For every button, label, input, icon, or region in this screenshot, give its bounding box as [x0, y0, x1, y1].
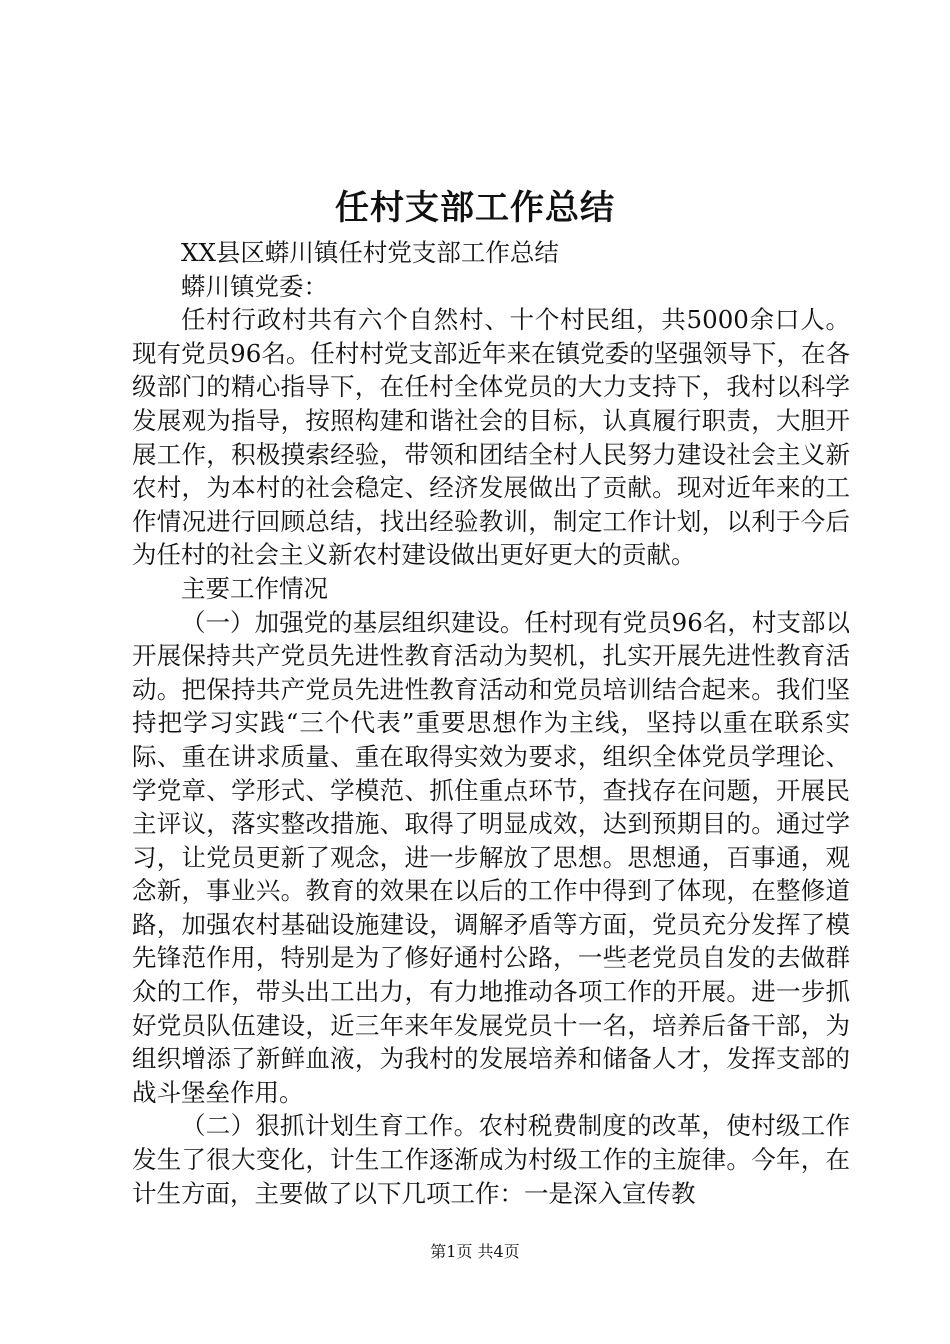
report-heading: XX县区蟒川镇任村党支部工作总结 — [181, 238, 559, 267]
paragraph-family-planning: （二）狠抓计划生育工作。农村税费制度的改革，使村级工作发生了很大变化，计生工作逐渐成为村级工作的主旋律。今年，在计生方面，主要做了以下几项工作：一是深入宣传教 — [132, 1111, 850, 1208]
salutation: 蟒川镇党委： — [181, 271, 328, 301]
section-heading: 主要工作情况 — [181, 573, 328, 603]
document-title: 任村支部工作总结 — [335, 188, 615, 228]
paragraph-intro: 任村行政村共有六个自然村、十个村民组，共5000余口人。现有党员96名。任村村党支部近年来在镇党委的坚强领导下，在各级部门的精心指导下，在任村全体党员的大力支持下，我村以科学发展观为指导，按照构建和谐社会的目标，认真履行职责，大胆开展工作，积极摸索经验，带领和团结全村人民努力建设社会主义新农村，为本村的社会稳定、经济发展做出了贡献。现对近年来的工作情况进行回顾总结，找出经验教训，制定工作计划，以利于今后为任村的社会主义新农村建设做出更好更大的贡献。 — [132, 305, 850, 570]
paragraph-party-building: （一）加强党的基层组织建设。任村现有党员96名，村支部以开展保持共产党员先进性教育活动为契机，扎实开展先进性教育活动。把保持共产党员先进性教育活动和党员培训结合起来。我们坚持把学习实践“三个代表”重要思想作为主线，坚持以重在联系实际、重在讲求质量、重在取得实效为要求，组织全体党员学理论、学党章、学形式、学模范、抓住重点环节，查找存在问题，开展民主评议，落实整改措施、取得了明显成效，达到预期目的。通过学习，让党员更新了观念，进一步解放了思想。思想通，百事通，观念新，事业兴。教育的效果在以后的工作中得到了体现，在整修道路，加强农村基础设施建设，调解矛盾等方面，党员充分发挥了模先锋范作用，特别是为了修好通村公路，一些老党员自发的去做群众的工作，带头出工出力，有力地推动各项工作的开展。进一步抓好党员队伍建设，近三年来年发展党员十一名，培养后备干部，为组织增添了新鲜血液，为我村的发展培养和储备人才，发挥支部的战斗堡垒作用。 — [132, 607, 850, 1107]
document-body — [132, 236, 850, 1210]
page-number: 第1页 共4页 — [430, 1242, 520, 1261]
